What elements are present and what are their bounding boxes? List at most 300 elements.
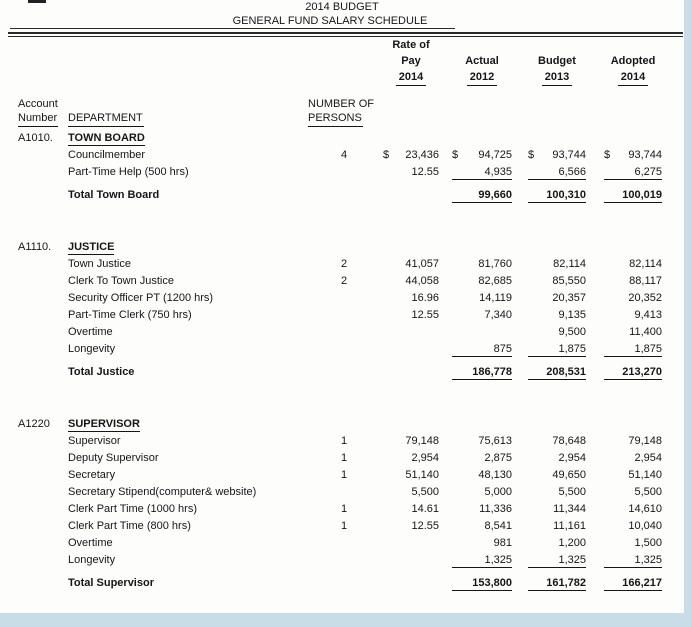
budget-value: 93,744 xyxy=(552,149,586,161)
budget-cell xyxy=(528,239,586,256)
actual-value: 153,800 xyxy=(452,575,512,591)
account-cell xyxy=(18,484,66,501)
adopted-cell xyxy=(604,341,662,358)
col-header-rate-of: Rate of xyxy=(392,39,430,51)
total-row xyxy=(0,187,684,204)
department-label: Supervisor xyxy=(68,435,121,447)
item-row xyxy=(0,341,684,358)
account-cell xyxy=(18,535,66,552)
actual-value: 4,935 xyxy=(452,164,512,180)
persons-cell: 1 xyxy=(340,452,348,464)
adopted-value: 1,500 xyxy=(634,537,662,549)
actual-cell xyxy=(452,575,512,592)
budget-cell xyxy=(528,518,586,535)
adopted-value: 11,400 xyxy=(629,326,662,338)
adopted-value: 82,114 xyxy=(629,258,662,270)
col-header-account: Account xyxy=(18,98,58,110)
adopted-cell xyxy=(604,273,662,290)
rate-value: 23,436 xyxy=(405,149,439,161)
actual-value: 81,760 xyxy=(478,258,512,270)
actual-cell xyxy=(452,450,512,467)
department-cell xyxy=(68,324,326,341)
adopted-cell xyxy=(604,290,662,307)
col-header-rate-year xyxy=(383,70,439,86)
actual-value: 75,613 xyxy=(478,435,512,447)
dollar-sign: $ xyxy=(528,149,535,161)
department-cell xyxy=(68,552,326,569)
rate-cell xyxy=(383,187,439,204)
budget-value: 11,161 xyxy=(553,520,586,532)
persons-cell xyxy=(328,552,360,569)
department-text: DEPARTMENT xyxy=(68,111,144,127)
adopted-cell xyxy=(604,450,662,467)
budget-value xyxy=(528,416,586,432)
section-row xyxy=(0,130,684,147)
department-cell xyxy=(68,450,326,467)
actual-cell xyxy=(452,239,512,256)
account-cell xyxy=(18,324,66,341)
actual-value: 8,541 xyxy=(484,520,512,532)
rate-value xyxy=(383,575,439,591)
actual-value: 5,000 xyxy=(484,486,512,498)
department-label: Deputy Supervisor xyxy=(68,452,159,464)
item-row xyxy=(0,450,684,467)
rate-value: 5,500 xyxy=(411,486,439,498)
rate-value: 12.55 xyxy=(411,520,439,532)
rate-cell xyxy=(383,433,439,450)
budget-cell xyxy=(528,416,586,433)
budget-value: 100,310 xyxy=(528,187,586,203)
department-label: Councilmember xyxy=(68,149,146,161)
adopted-cell xyxy=(604,256,662,273)
horizontal-rule-thick xyxy=(8,32,683,34)
department-cell xyxy=(68,290,326,307)
actual-year-text: 2012 xyxy=(467,70,497,86)
adopted-cell xyxy=(604,535,662,552)
budget-cell xyxy=(528,324,586,341)
rate-cell xyxy=(383,467,439,484)
budget-value: 1,325 xyxy=(528,552,586,568)
budget-cell xyxy=(528,467,586,484)
department-label: Longevity xyxy=(68,343,116,355)
section-row xyxy=(0,239,684,256)
account-cell xyxy=(18,433,66,450)
adopted-value: 100,019 xyxy=(604,187,662,203)
account-cell xyxy=(18,364,66,381)
actual-value: 875 xyxy=(452,341,512,357)
budget-value: 1,875 xyxy=(528,341,586,357)
persons-cell xyxy=(328,416,360,433)
adopted-cell xyxy=(604,307,662,324)
budget-value: 82,114 xyxy=(553,258,586,270)
rate-value xyxy=(383,324,439,340)
actual-value xyxy=(452,239,512,255)
persons-cell: 2 xyxy=(340,275,348,287)
budget-cell xyxy=(528,164,586,181)
rate-cell xyxy=(383,416,439,433)
adopted-cell xyxy=(604,575,662,592)
item-row xyxy=(0,518,684,535)
actual-cell xyxy=(452,484,512,501)
total-row xyxy=(0,364,684,381)
persons-cell: 1 xyxy=(340,503,348,515)
department-label: Part-Time Clerk (750 hrs) xyxy=(68,309,192,321)
actual-cell xyxy=(452,552,512,569)
department-cell xyxy=(68,147,326,164)
adopted-cell xyxy=(604,164,662,181)
account-number-text: Number xyxy=(18,111,58,127)
item-row xyxy=(0,535,684,552)
adopted-value: 79,148 xyxy=(628,435,662,447)
rate-cell xyxy=(383,290,439,307)
rate-value: 51,140 xyxy=(405,469,439,481)
rate-value: 79,148 xyxy=(405,435,439,447)
department-cell xyxy=(68,364,326,381)
actual-cell xyxy=(452,164,512,181)
persons-cell: 2 xyxy=(340,258,348,270)
rate-cell xyxy=(383,130,439,147)
department-cell xyxy=(68,433,326,450)
rate-value: 12.55 xyxy=(411,309,439,321)
rate-cell xyxy=(383,147,439,164)
budget-value: 161,782 xyxy=(528,575,586,591)
budget-value: 2,954 xyxy=(558,452,586,464)
subtitle-underline xyxy=(10,28,455,29)
department-label: Secretary xyxy=(68,469,116,481)
department-label: Overtime xyxy=(68,537,113,549)
adopted-value: 166,217 xyxy=(604,575,662,591)
adopted-cell xyxy=(604,552,662,569)
budget-value: 20,357 xyxy=(552,292,586,304)
table-body xyxy=(0,130,684,592)
rate-value: 41,057 xyxy=(405,258,439,270)
budget-cell xyxy=(528,535,586,552)
department-label: Security Officer PT (1200 hrs) xyxy=(68,292,214,304)
account-cell xyxy=(18,273,66,290)
department-cell xyxy=(68,535,326,552)
actual-cell xyxy=(452,187,512,204)
rate-cell xyxy=(383,552,439,569)
section-row xyxy=(0,416,684,433)
actual-value: 82,685 xyxy=(478,275,512,287)
col-header-number-of: NUMBER OF xyxy=(308,98,374,110)
budget-value: 208,531 xyxy=(528,364,586,380)
account-cell xyxy=(18,518,66,535)
actual-cell xyxy=(452,467,512,484)
actual-value: 14,119 xyxy=(479,292,512,304)
account-cell xyxy=(18,575,66,592)
rate-cell xyxy=(383,535,439,552)
actual-cell xyxy=(452,535,512,552)
adopted-value: 51,140 xyxy=(628,469,662,481)
adopted-value: 6,275 xyxy=(604,164,662,180)
department-label: Clerk To Town Justice xyxy=(68,275,174,287)
adopted-value: 213,270 xyxy=(604,364,662,380)
department-cell xyxy=(68,130,326,147)
rate-value xyxy=(383,239,439,255)
department-cell xyxy=(68,307,326,324)
actual-value: 2,875 xyxy=(484,452,512,464)
budget-cell xyxy=(528,575,586,592)
adopted-cell xyxy=(604,416,662,433)
col-header-department xyxy=(68,111,144,127)
budget-value: 1,200 xyxy=(558,537,586,549)
budget-cell xyxy=(528,433,586,450)
account-cell xyxy=(18,164,66,181)
budget-cell xyxy=(528,364,586,381)
actual-cell xyxy=(452,147,512,164)
adopted-value xyxy=(604,416,662,432)
department-label: SUPERVISOR xyxy=(68,418,140,430)
budget-cell xyxy=(528,341,586,358)
rate-value xyxy=(383,130,439,146)
actual-cell xyxy=(452,433,512,450)
budget-value: 6,566 xyxy=(528,164,586,180)
rate-value xyxy=(383,416,439,432)
rate-value xyxy=(383,341,439,357)
account-cell xyxy=(18,501,66,518)
budget-value: 11,344 xyxy=(553,503,586,515)
department-label: Clerk Part Time (800 hrs) xyxy=(68,520,191,532)
rate-cell xyxy=(383,364,439,381)
adopted-value: 88,117 xyxy=(629,275,662,287)
persons-cell: 1 xyxy=(340,520,348,532)
budget-cell xyxy=(528,307,586,324)
adopted-cell xyxy=(604,518,662,535)
department-cell xyxy=(68,484,326,501)
adopted-value: 10,040 xyxy=(628,520,662,532)
account-cell xyxy=(18,187,66,204)
account-cell xyxy=(18,307,66,324)
persons-cell xyxy=(328,164,360,181)
rate-value xyxy=(383,187,439,203)
budget-year-text: 2013 xyxy=(542,70,572,86)
actual-cell xyxy=(452,273,512,290)
account-cell xyxy=(18,256,66,273)
item-row xyxy=(0,501,684,518)
department-cell xyxy=(68,187,326,204)
budget-cell xyxy=(528,147,586,164)
actual-cell xyxy=(452,307,512,324)
department-label: Total Justice xyxy=(68,366,135,378)
department-label: Clerk Part Time (1000 hrs) xyxy=(68,503,197,515)
budget-value: 78,648 xyxy=(552,435,586,447)
rate-value: 12.55 xyxy=(411,166,439,178)
persons-cell xyxy=(328,130,360,147)
department-label: Total Supervisor xyxy=(68,577,154,589)
rate-year-text: 2014 xyxy=(396,70,426,86)
actual-cell xyxy=(452,416,512,433)
budget-cell xyxy=(528,187,586,204)
adopted-cell xyxy=(604,147,662,164)
budget-value: 5,500 xyxy=(558,486,586,498)
budget-value xyxy=(528,130,586,146)
rate-cell xyxy=(383,518,439,535)
col-header-actual-year xyxy=(452,70,512,86)
rate-value xyxy=(383,364,439,380)
actual-value: 7,340 xyxy=(484,309,512,321)
adopted-cell xyxy=(604,239,662,256)
account-cell xyxy=(18,290,66,307)
department-cell xyxy=(68,575,326,592)
department-label: Part-Time Help (500 hrs) xyxy=(68,166,189,178)
col-header-pay: Pay xyxy=(401,55,421,67)
budget-cell xyxy=(528,273,586,290)
rate-value xyxy=(383,535,439,551)
item-row xyxy=(0,484,684,501)
account-cell xyxy=(18,147,66,164)
department-label: Town Justice xyxy=(68,258,131,270)
persons-cell xyxy=(328,575,360,592)
department-cell xyxy=(68,416,326,433)
rate-cell xyxy=(383,341,439,358)
department-label: TOWN BOARD xyxy=(68,132,145,144)
rate-cell xyxy=(383,501,439,518)
actual-cell xyxy=(452,324,512,341)
actual-value: 1,325 xyxy=(452,552,512,568)
col-header-adopted-year xyxy=(604,70,662,86)
account-cell xyxy=(18,341,66,358)
budget-value: 49,650 xyxy=(552,469,586,481)
adopted-value xyxy=(604,239,662,255)
actual-value: 94,725 xyxy=(478,149,512,161)
col-header-persons xyxy=(308,111,363,127)
account-cell: A1220 xyxy=(18,418,50,430)
col-header-actual: Actual xyxy=(465,55,499,67)
actual-value xyxy=(452,324,512,340)
department-cell xyxy=(68,501,326,518)
rate-value: 14.61 xyxy=(411,503,439,515)
dollar-sign: $ xyxy=(604,149,611,161)
adopted-value: 93,744 xyxy=(628,149,662,161)
department-cell xyxy=(68,341,326,358)
rate-cell xyxy=(383,575,439,592)
budget-cell xyxy=(528,130,586,147)
adopted-value: 9,413 xyxy=(634,309,662,321)
department-label: Longevity xyxy=(68,554,116,566)
persons-cell: 4 xyxy=(340,149,348,161)
budget-cell xyxy=(528,484,586,501)
department-label: JUSTICE xyxy=(68,241,115,253)
horizontal-rule-thin xyxy=(8,36,683,37)
persons-cell xyxy=(328,341,360,358)
actual-cell xyxy=(452,501,512,518)
actual-value: 981 xyxy=(493,537,512,549)
rate-value xyxy=(383,552,439,568)
account-cell xyxy=(18,450,66,467)
adopted-cell xyxy=(604,364,662,381)
col-header-budget: Budget xyxy=(538,55,576,67)
persons-cell xyxy=(328,364,360,381)
item-row xyxy=(0,164,684,181)
item-row xyxy=(0,307,684,324)
adopted-cell xyxy=(604,501,662,518)
persons-cell xyxy=(328,484,360,501)
document-title: 2014 BUDGET xyxy=(305,1,379,13)
budget-value: 85,550 xyxy=(552,275,586,287)
item-row xyxy=(0,273,684,290)
department-label: Secretary Stipend(computer& website) xyxy=(68,486,257,498)
actual-cell xyxy=(452,130,512,147)
adopted-value: 1,875 xyxy=(604,341,662,357)
department-cell xyxy=(68,164,326,181)
budget-cell xyxy=(528,552,586,569)
actual-value xyxy=(452,130,512,146)
adopted-value: 14,610 xyxy=(628,503,662,515)
adopted-cell xyxy=(604,187,662,204)
rate-cell xyxy=(383,307,439,324)
rate-cell xyxy=(383,256,439,273)
adopted-value: 5,500 xyxy=(634,486,662,498)
actual-cell xyxy=(452,364,512,381)
rate-cell xyxy=(383,484,439,501)
department-label: Overtime xyxy=(68,326,113,338)
persons-cell xyxy=(328,535,360,552)
persons-cell xyxy=(328,239,360,256)
col-header-adopted: Adopted xyxy=(610,55,656,67)
rate-value: 16.96 xyxy=(411,292,439,304)
rate-cell xyxy=(383,239,439,256)
rate-cell xyxy=(383,324,439,341)
adopted-cell xyxy=(604,484,662,501)
rate-value: 2,954 xyxy=(411,452,439,464)
actual-cell xyxy=(452,256,512,273)
budget-cell xyxy=(528,450,586,467)
adopted-cell xyxy=(604,467,662,484)
account-cell xyxy=(18,552,66,569)
adopted-value: 20,352 xyxy=(628,292,662,304)
adopted-value xyxy=(604,130,662,146)
total-row xyxy=(0,575,684,592)
department-label: Total Town Board xyxy=(68,189,160,201)
item-row xyxy=(0,552,684,569)
actual-cell xyxy=(452,518,512,535)
adopted-cell xyxy=(604,130,662,147)
budget-cell xyxy=(528,290,586,307)
department-cell xyxy=(68,273,326,290)
persons-text: PERSONS xyxy=(308,111,363,127)
persons-cell: 1 xyxy=(340,435,348,447)
budget-cell xyxy=(528,256,586,273)
actual-value: 186,778 xyxy=(452,364,512,380)
rate-cell xyxy=(383,273,439,290)
item-row xyxy=(0,256,684,273)
item-row xyxy=(0,467,684,484)
rate-value: 44,058 xyxy=(405,275,439,287)
rate-cell xyxy=(383,164,439,181)
department-cell xyxy=(68,467,326,484)
account-cell: A1010. xyxy=(18,132,53,144)
col-header-account-number xyxy=(18,111,58,127)
persons-cell: 1 xyxy=(340,469,348,481)
actual-cell xyxy=(452,341,512,358)
adopted-value: 2,954 xyxy=(634,452,662,464)
persons-cell xyxy=(328,187,360,204)
department-cell xyxy=(68,256,326,273)
item-row xyxy=(0,324,684,341)
actual-value xyxy=(452,416,512,432)
department-cell xyxy=(68,239,326,256)
rate-cell xyxy=(383,450,439,467)
item-row xyxy=(0,147,684,164)
budget-value: 9,135 xyxy=(558,309,586,321)
document-subtitle: GENERAL FUND SALARY SCHEDULE xyxy=(232,15,428,27)
adopted-year-text: 2014 xyxy=(618,70,648,86)
budget-value xyxy=(528,239,586,255)
actual-cell xyxy=(452,290,512,307)
budget-value: 9,500 xyxy=(558,326,586,338)
actual-value: 99,660 xyxy=(452,187,512,203)
